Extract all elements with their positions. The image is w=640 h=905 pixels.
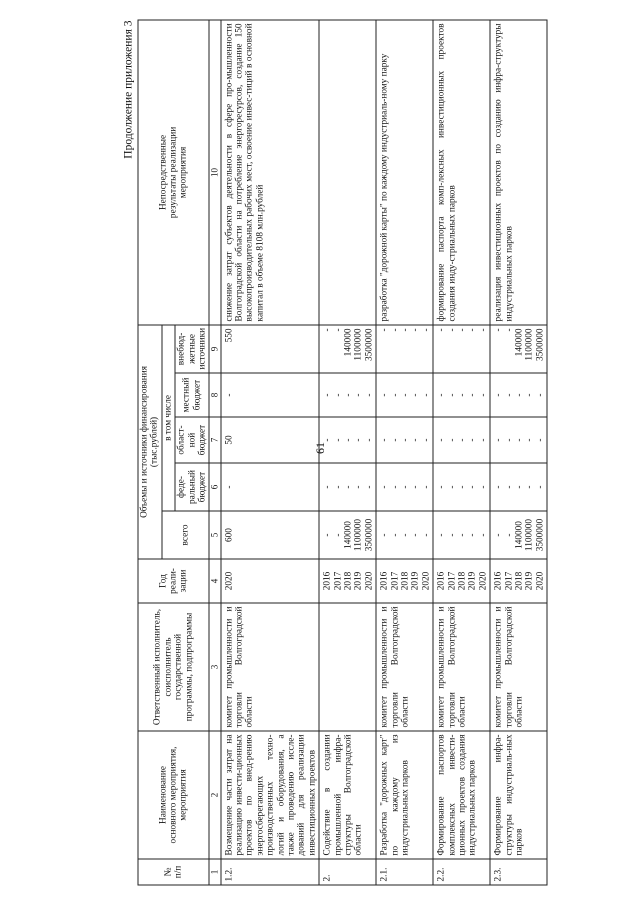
column-number: 9: [209, 325, 220, 373]
header-executor: Ответственный исполнитель, соисполнитель государственной программы, подпрограммы: [138, 603, 209, 731]
row-regional: 50: [221, 417, 320, 463]
row-no: 1.2.: [221, 859, 320, 885]
row-extra: - - 140000 1100000 3500000: [319, 325, 376, 373]
row-name: Формирование паспортов комплексных инвести-ционных проектов создания индустриальных парков: [433, 731, 490, 859]
row-total: 600: [221, 511, 320, 559]
header-name: Наименование основного мероприятия, мероприятия: [138, 731, 209, 859]
row-no: 2.: [319, 859, 376, 885]
header-including: в том числе: [162, 325, 175, 511]
column-number: 6: [209, 463, 220, 511]
row-federal: - - - - -: [490, 463, 547, 511]
column-number: 8: [209, 373, 220, 417]
row-total: - - - - -: [433, 511, 490, 559]
page-number: 61: [313, 442, 327, 454]
row-regional: - - - - -: [490, 417, 547, 463]
row-years: 2016 2017 2018 2019 2020: [490, 559, 547, 603]
row-local: -: [221, 373, 320, 417]
row-local: - - - - -: [319, 373, 376, 417]
header-regional: област- ной бюджет: [175, 417, 209, 463]
row-total: - - 140000 1100000 3500000: [319, 511, 376, 559]
row-years: 2016 2017 2018 2019 2020: [376, 559, 433, 603]
row-extra: - - - - -: [376, 325, 433, 373]
row-result: снижение затрат субъектов деятельности в сфере про-мышленности Волгоградской области на потребление энергоресурсов, создание 150 высокопроизводительных рабочих мест, освоение инвес-тиций в основной капитал в объеме 8108 млн.рублей: [221, 20, 320, 325]
row-years: 2016 2017 2018 2019 2020: [433, 559, 490, 603]
column-number-row: [209, 20, 220, 885]
row-no: 2.2.: [433, 859, 490, 885]
header-no: № п/п: [138, 859, 209, 885]
row-executor: комитет промышленности и торговли Волгоградской области: [221, 603, 320, 731]
row-regional: - - - - -: [319, 417, 376, 463]
row-result: [319, 20, 376, 325]
table-row: [490, 20, 547, 885]
row-federal: - - - - -: [433, 463, 490, 511]
column-number: 2: [209, 731, 220, 859]
column-number: 1: [209, 859, 220, 885]
column-number: 5: [209, 511, 220, 559]
header-results: Непосредственные результаты реализации мероприятия: [138, 20, 209, 325]
row-no: 2.3.: [490, 859, 547, 885]
row-extra: - - 140000 1100000 3500000: [490, 325, 547, 373]
row-local: - - - - -: [490, 373, 547, 417]
row-result: реализация инвестиционных проектов по созданию инфра-структуры индустриальных парков: [490, 20, 547, 325]
row-no: 2.1.: [376, 859, 433, 885]
header-local: местный бюджет: [175, 373, 209, 417]
row-local: - - - - -: [433, 373, 490, 417]
rotated-table-page: [122, 20, 546, 886]
row-regional: - - - - -: [433, 417, 490, 463]
header-federal: феде- ральный бюджет: [175, 463, 209, 511]
column-number: 10: [209, 20, 220, 325]
row-extra: - - - - -: [433, 325, 490, 373]
row-total: - - 140000 1100000 3500000: [490, 511, 547, 559]
row-executor: [319, 603, 376, 731]
header-year: Год реали- зации: [138, 559, 209, 603]
row-result: формирование паспорта комп-лексных инвестиционных проектов создания инду-стриальных парков: [433, 20, 490, 325]
column-number: 7: [209, 417, 220, 463]
header-volumes: Объемы и источники финансирования (тыс.рублей): [138, 325, 162, 559]
row-executor: комитет промышленности и торговли Волгоградской области: [376, 603, 433, 731]
table-row: [221, 20, 320, 885]
row-federal: - - - - -: [319, 463, 376, 511]
row-result: разработка "дорожной карты" по каждому индустриаль-ному парку: [376, 20, 433, 325]
column-number: 3: [209, 603, 220, 731]
row-total: - - - - -: [376, 511, 433, 559]
header-total: всего: [162, 511, 210, 559]
row-name: Возмещение части затрат на реализацию инвести-ционных проектов по внед-рению энергосберегающих производственных техно-логий и оборудования, а также проведению иссле-дований для реализации инвестиционных проектов: [221, 731, 320, 859]
row-regional: - - - - -: [376, 417, 433, 463]
row-name: Содействие в создании промышленной инфра-структуры Волгоградской области: [319, 731, 376, 859]
header-extra: внебюд- жетные источники: [175, 325, 209, 373]
table-row: [433, 20, 490, 885]
row-federal: - - - - -: [376, 463, 433, 511]
row-local: - - - - -: [376, 373, 433, 417]
table-row: [376, 20, 433, 885]
row-name: Разработка "дорожных карт" по каждому из индустриальных парков: [376, 731, 433, 859]
row-name: Формирование инфра-структуры индустриаль-ных парков: [490, 731, 547, 859]
row-executor: комитет промышленности и торговли Волгоградской области: [433, 603, 490, 731]
row-years: 2020: [221, 559, 320, 603]
row-years: 2016 2017 2018 2019 2020: [319, 559, 376, 603]
appendix-caption: Продолжение приложения 3: [122, 20, 135, 159]
column-number: 4: [209, 559, 220, 603]
row-extra: 550: [221, 325, 320, 373]
financing-table: [138, 19, 548, 885]
row-executor: комитет промышленности и торговли Волгоградской области: [490, 603, 547, 731]
row-federal: -: [221, 463, 320, 511]
table-row: [319, 20, 376, 885]
table-header: [138, 20, 221, 885]
